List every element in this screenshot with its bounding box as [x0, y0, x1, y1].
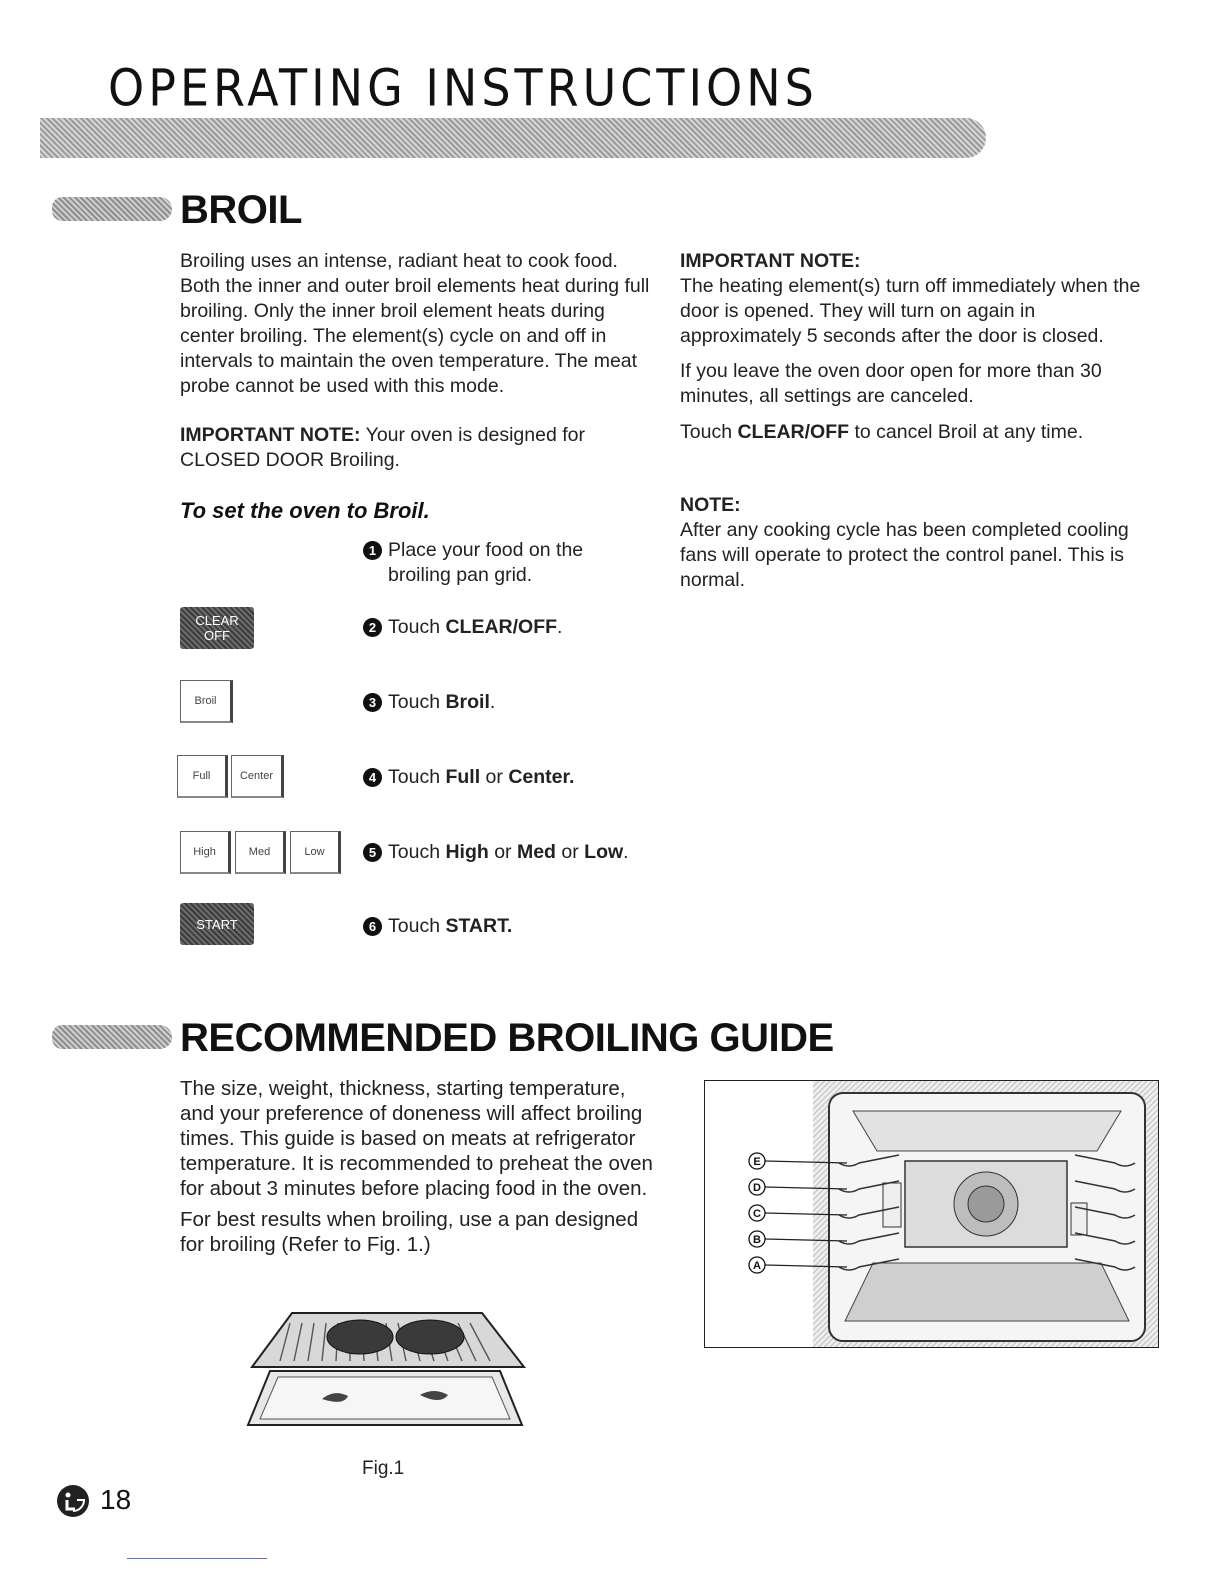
- step-number: 6: [363, 917, 382, 936]
- step-text: .: [623, 841, 629, 863]
- key-label: START: [196, 916, 238, 932]
- broiling-pan-illustration: [240, 1305, 530, 1445]
- section-marker: [52, 1025, 172, 1049]
- step-bold: Broil: [445, 691, 490, 713]
- oven-interior-illustration: [705, 1081, 1158, 1347]
- cancel-text: Touch: [680, 421, 738, 443]
- center-key[interactable]: Center: [231, 755, 284, 798]
- broil-key[interactable]: Broil: [180, 680, 233, 723]
- step-text: Touch: [388, 616, 446, 638]
- step-bold: CLEAR/OFF: [445, 616, 558, 638]
- footer-rule: [127, 1558, 267, 1559]
- step-6: [363, 914, 512, 939]
- page-title: OPERATING INSTRUCTIONS: [108, 58, 818, 118]
- rack-letter: A: [753, 1260, 761, 1272]
- step-text: .: [557, 616, 563, 638]
- page-number: 18: [100, 1484, 132, 1515]
- step-bold: Low: [584, 841, 624, 863]
- step-number: 4: [363, 768, 382, 787]
- broil-heading: BROIL: [180, 188, 302, 232]
- step-text: .: [489, 691, 496, 713]
- step-bold: Full: [445, 766, 481, 788]
- step-text: or: [488, 841, 517, 863]
- guide-para-2: For best results when broiling, use a pan designed for broiling (Refer to Fig. 1.): [180, 1208, 639, 1256]
- right-column: [680, 249, 1160, 445]
- key-label: CLEAR: [195, 613, 239, 628]
- step-bold: Med: [516, 841, 556, 863]
- right-note-text: The heating element(s) turn off immediately when the door is opened. They will turn on again in approximately 5 seconds after the door is closed.: [680, 275, 1141, 347]
- right-note-label: IMPORTANT NOTE:: [680, 250, 861, 272]
- step-bold: High: [445, 841, 489, 863]
- med-key[interactable]: Med: [235, 831, 286, 874]
- figure-caption: Fig.1: [362, 1458, 405, 1479]
- pan-base: [248, 1371, 522, 1425]
- step-1: [363, 538, 613, 588]
- step-3: [363, 690, 495, 715]
- step-text: or: [480, 766, 509, 788]
- rack-letter: B: [753, 1234, 761, 1246]
- pan-grid: [252, 1313, 524, 1367]
- low-key[interactable]: Low: [290, 831, 341, 874]
- step-number: 1: [363, 541, 382, 560]
- step-text: Place your food on the broiling pan grid.: [388, 539, 584, 586]
- cancel-text: to cancel Broil at any time.: [849, 421, 1084, 443]
- start-key[interactable]: [180, 903, 254, 945]
- cancel-bold: CLEAR/OFF: [737, 421, 850, 443]
- step-text: Touch: [388, 915, 446, 937]
- step-number: 3: [363, 693, 382, 712]
- broil-intro-text: Broiling uses an intense, radiant heat to cook food. Both the inner and outer broil elements heat during full broiling. Only the inner broil element heats during center broiling. The element(s) cycle on and off in intervals to maintain the oven temperature. The meat probe cannot be used with this mode.: [180, 250, 650, 397]
- step-2: [363, 615, 562, 640]
- step-text: Touch: [388, 766, 446, 788]
- note-label: IMPORTANT NOTE:: [180, 424, 361, 446]
- guide-para-1: The size, weight, thickness, starting temperature, and your preference of doneness will affect broiling times. This guide is based on meats at refrigerator temperature. It is recommended to preheat the oven for about 3 minutes before placing food in the oven.: [180, 1077, 653, 1200]
- note-text: Your oven is designed for CLOSED DOOR Broiling.: [180, 424, 585, 471]
- guide-text: [180, 1076, 655, 1257]
- cooling-note: [680, 493, 1150, 593]
- title-bar-decoration: [40, 118, 986, 158]
- section-marker: [52, 197, 172, 221]
- full-key[interactable]: Full: [177, 755, 228, 798]
- step-4: [363, 765, 574, 790]
- key-label: OFF: [204, 628, 230, 643]
- clear-off-key[interactable]: [180, 607, 254, 649]
- note2-text: After any cooking cycle has been completed cooling fans will operate to protect the control panel. This is normal.: [680, 519, 1129, 591]
- broil-intro: [180, 249, 650, 399]
- rack-letter: C: [753, 1208, 761, 1220]
- step-5: [363, 840, 629, 865]
- rack-letter: E: [753, 1156, 761, 1168]
- note2-label: NOTE:: [680, 494, 741, 516]
- step-number: 2: [363, 618, 382, 637]
- rack-letter: D: [753, 1182, 761, 1194]
- step-text: Touch: [388, 841, 446, 863]
- step-bold: Center.: [508, 766, 575, 788]
- step-text: or: [555, 841, 585, 863]
- broil-important-note: [180, 423, 620, 473]
- step-number: 5: [363, 843, 382, 862]
- oven-rack-diagram: [704, 1080, 1159, 1348]
- set-broil-heading: To set the oven to Broil.: [180, 498, 430, 523]
- high-key[interactable]: High: [180, 831, 231, 874]
- guide-heading: RECOMMENDED BROILING GUIDE: [180, 1016, 834, 1060]
- step-bold: START.: [445, 915, 513, 937]
- lg-logo-icon: [56, 1484, 90, 1518]
- step-text: Touch: [388, 691, 446, 713]
- door-open-text: If you leave the oven door open for more than 30 minutes, all settings are canceled.: [680, 360, 1102, 407]
